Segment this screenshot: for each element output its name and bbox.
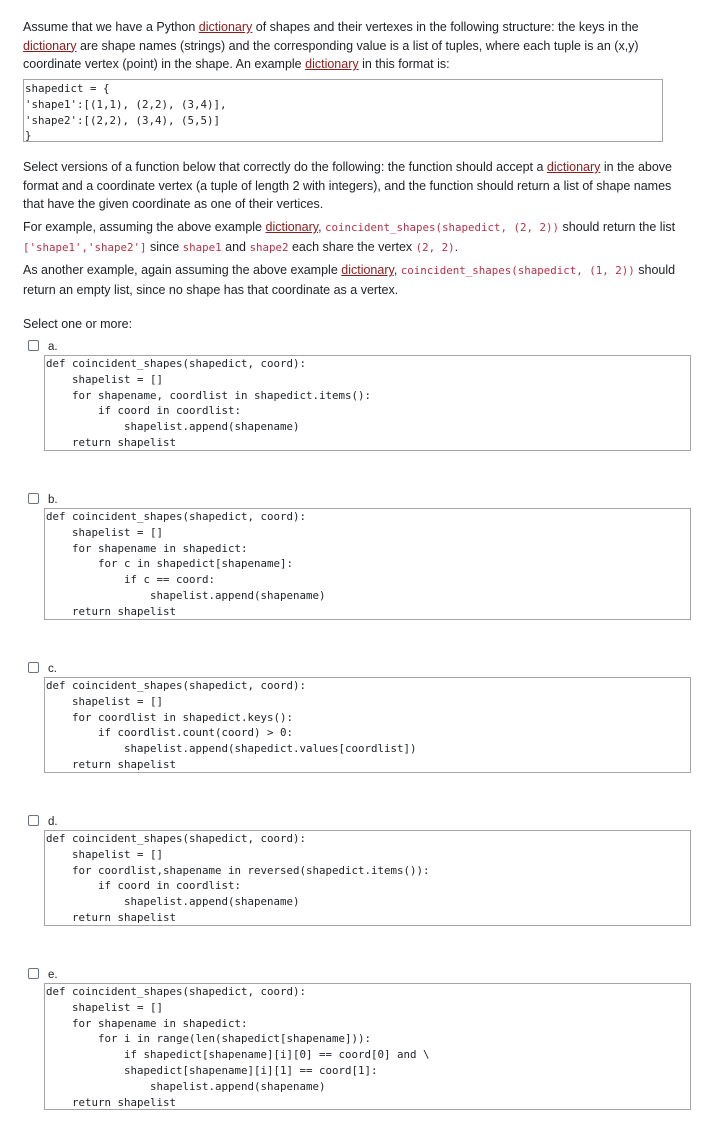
checkbox-option-c[interactable]: [28, 662, 39, 673]
inline-code: shape1: [182, 240, 222, 254]
checkbox-option-a[interactable]: [28, 340, 39, 351]
option-code-e[interactable]: def coincident_shapes(shapedict, coord): shapelist = [] for shapename in shapedict: for i in range(len(shapedict[shapename])): if shapedict[shapename][i][0] == coord[0] and \ shapedict[shapename][i][1] == coord[1]: shapelist.append(shapename) return shapelist: [44, 983, 691, 1110]
option-code-b[interactable]: def coincident_shapes(shapedict, coord): shapelist = [] for shapename in shapedict: for c in shapedict[shapename]: if c == coord: shapelist.append(shapename) return shapelist: [44, 508, 691, 620]
option-letter: c.: [48, 663, 57, 675]
option-letter: e.: [48, 969, 58, 981]
task-paragraph: Select versions of a function below that correctly do the following: the function should accept a dictionary in the above format and a coordinate vertex (a tuple of length 2 with integers), and the function should return a list of shape names that have the given coordinate as one of their vertices.: [23, 160, 673, 211]
inline-code: (2, 2): [415, 240, 455, 254]
example-paragraph-2: As another example, again assuming the above example dictionary, coincident_shapes(shapedict, (1, 2)) should return an empty list, since no shape has that coordinate as a vertex.: [23, 263, 676, 297]
option-letter: d.: [48, 816, 58, 828]
example-paragraph-1: For example, assuming the above example dictionary, coincident_shapes(shapedict, (2, 2)) should return the list ['shape1','shape2'] since shape1 and shape2 each share the vertex (2, 2).: [23, 220, 676, 254]
option-code-d[interactable]: def coincident_shapes(shapedict, coord): shapelist = [] for coordlist,shapename in reversed(shapedict.items()): if coord in coordlist: shapelist.append(shapename) return shapelist: [44, 830, 691, 926]
inline-code: coincident_shapes(shapedict, (1, 2)): [400, 264, 635, 277]
select-prompt: Select one or more:: [23, 317, 133, 331]
option-letter: b.: [48, 494, 58, 506]
glossary-link-dictionary[interactable]: dictionary: [341, 263, 394, 277]
option-code-c[interactable]: def coincident_shapes(shapedict, coord): shapelist = [] for coordlist in shapedict.keys(): if coordlist.count(coord) > 0: shapelist.append(shapedict.values[coordlist]) return shapelist: [44, 677, 691, 773]
glossary-link-dictionary[interactable]: dictionary: [305, 57, 359, 71]
glossary-link-dictionary[interactable]: dictionary: [23, 38, 77, 53]
checkbox-option-e[interactable]: [28, 968, 39, 979]
example-code-block: shapedict = { 'shape1':[(1,1), (2,2), (3,4)], 'shape2':[(2,2), (3,4), (5,5)] }: [23, 79, 663, 142]
option-letter: a.: [48, 341, 58, 353]
glossary-link-dictionary[interactable]: dictionary: [198, 20, 253, 34]
inline-code: coincident_shapes(shapedict, (2, 2)): [325, 221, 560, 234]
option-code-a[interactable]: def coincident_shapes(shapedict, coord): shapelist = [] for shapename, coordlist in shapedict.items(): if coord in coordlist: shapelist.append(shapename) return shapelist: [44, 355, 691, 451]
inline-code: shape2: [249, 240, 289, 254]
glossary-link-dictionary[interactable]: dictionary: [546, 160, 601, 174]
checkbox-option-b[interactable]: [28, 493, 39, 504]
glossary-link-dictionary[interactable]: dictionary: [265, 220, 319, 234]
inline-code: ['shape1','shape2']: [23, 240, 147, 254]
checkbox-option-d[interactable]: [28, 815, 39, 826]
intro-paragraph: Assume that we have a Python dictionary of shapes and their vertexes in the following structure: the keys in the dictionary are shape names (strings) and the corresponding value is a list of tuples, where each tuple is an (x,y) coordinate vertex (point) in the shape. An example dictionary in this format is:: [23, 20, 639, 71]
